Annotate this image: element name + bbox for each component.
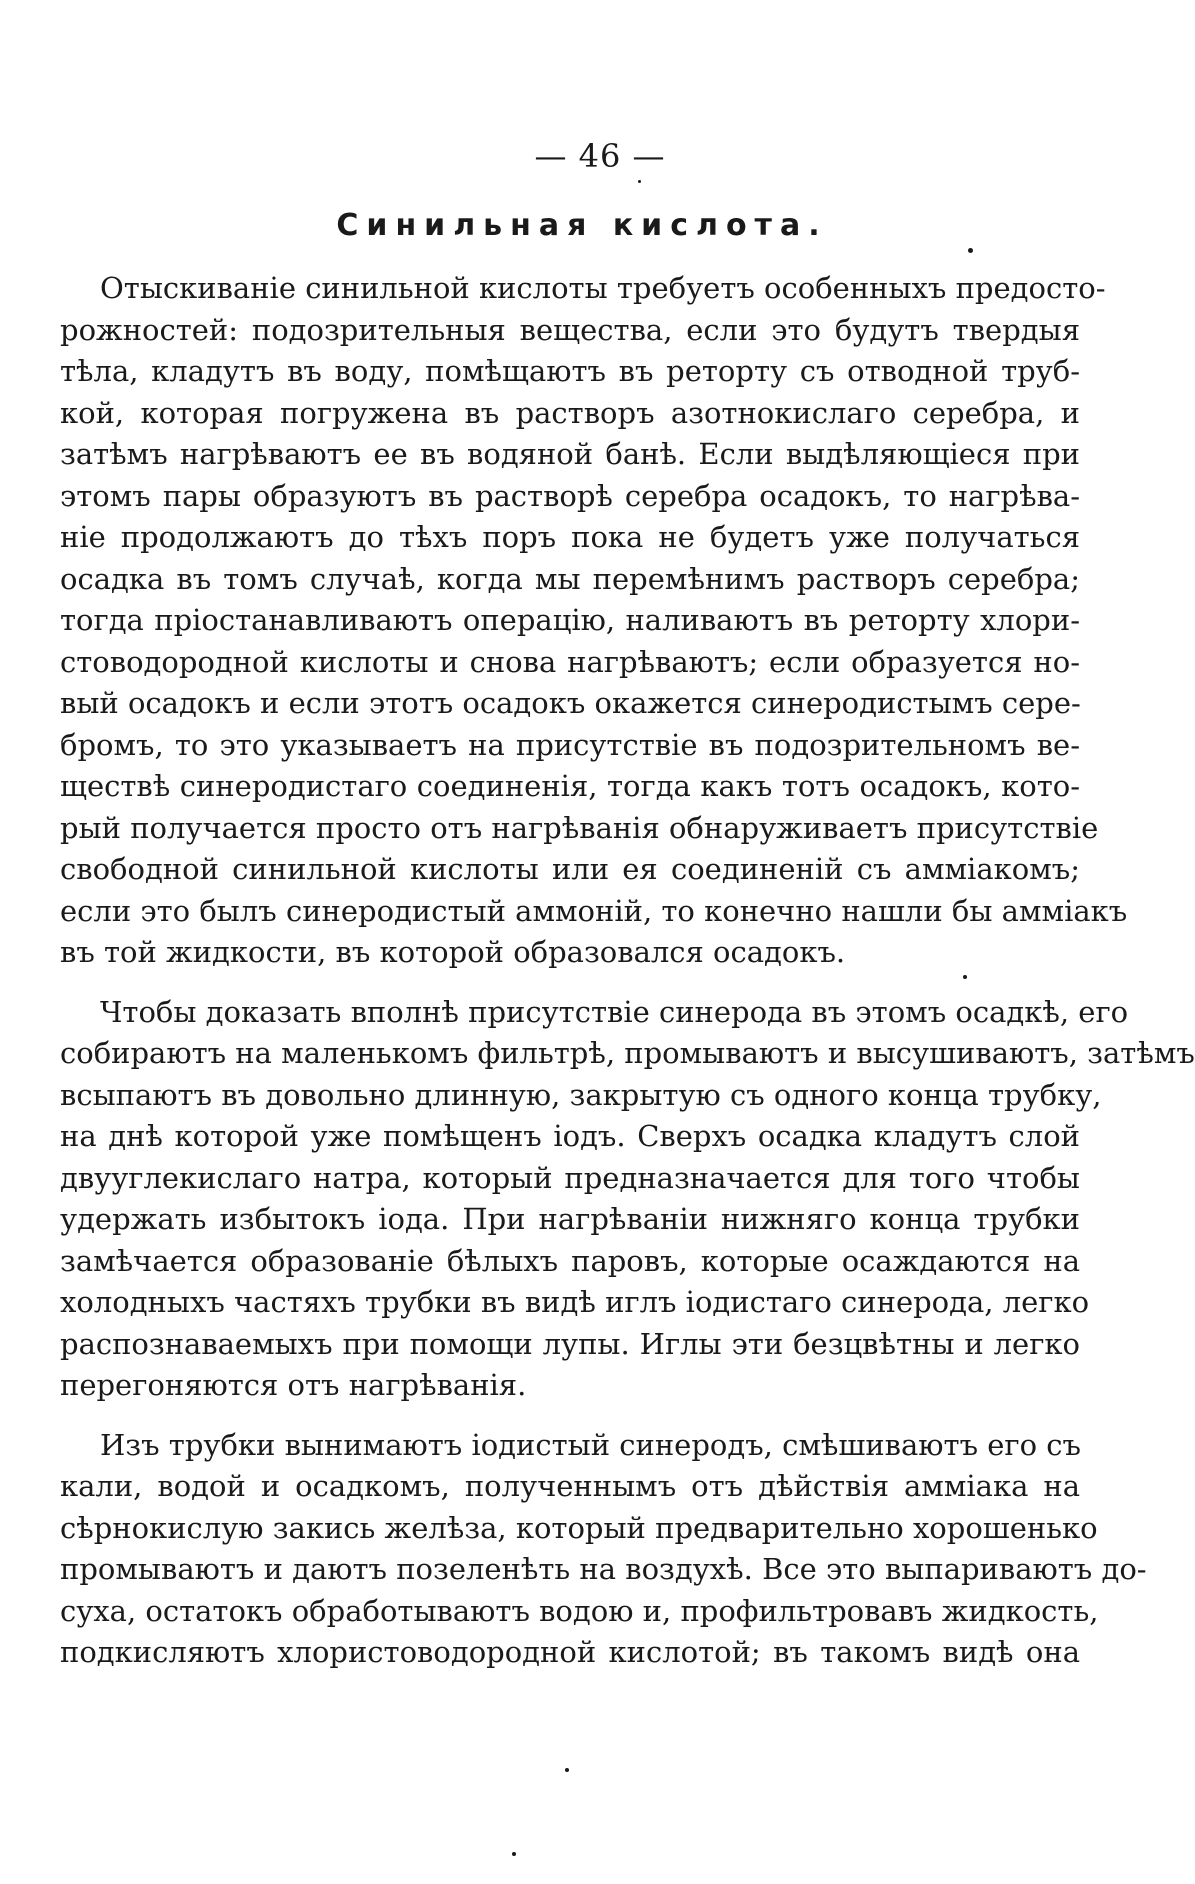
text-line: Чтобы доказать вполнѣ присутствіе синерода въ этомъ осадкѣ, его <box>100 994 1129 1029</box>
text-line: удержать избытокъ іода. При нагрѣваніи нижняго конца трубки <box>60 1202 1080 1236</box>
text-line: Отыскиваніе синильной кислоты требуетъ особенныхъ предосто- <box>100 271 1106 305</box>
print-speck <box>963 975 967 979</box>
paragraph-1 <box>60 268 1128 974</box>
text-line: если это былъ синеродистый аммоній, то конечно нашли бы амміакъ <box>60 893 1128 928</box>
text-line: бромъ, то это указываетъ на присутствіе въ подозрительномъ ве- <box>60 727 1080 762</box>
text-line: собираютъ на маленькомъ фильтрѣ, промываютъ и высушиваютъ, затѣмъ <box>60 1036 1195 1070</box>
text-line: свободной синильной кислоты или ея соединеній съ амміакомъ; <box>60 852 1080 886</box>
paragraph-2 <box>60 992 1195 1407</box>
text-line: подкисляютъ хлористоводородной кислотой; въ такомъ видѣ она <box>60 1635 1080 1669</box>
text-line: вый осадокъ и если этотъ осадокъ окажется синеродистымъ сере- <box>60 686 1081 720</box>
paragraph-3 <box>60 1425 1147 1674</box>
text-line: перегоняются отъ нагрѣванія. <box>60 1368 527 1402</box>
text-line: тѣла, кладутъ въ воду, помѣщаютъ въ реторту съ отводной труб- <box>60 354 1080 388</box>
text-line: кой, которая погружена въ растворъ азотнокислаго серебра, и <box>60 395 1080 430</box>
text-line: тогда пріостанавливаютъ операцію, наливаютъ въ реторту хлори- <box>60 603 1080 637</box>
page-number: — 46 — <box>534 137 666 175</box>
text-line: рый получается просто отъ нагрѣванія обнаруживаетъ присутствіе <box>60 810 1099 845</box>
text-line: стоводородной кислоты и снова нагрѣваютъ; если образуется но- <box>60 644 1080 679</box>
text-line: холодныхъ частяхъ трубки въ видѣ иглъ іодистаго синерода, легко <box>60 1285 1090 1319</box>
text-line: ніе продолжаютъ до тѣхъ поръ пока не будетъ уже получаться <box>60 520 1080 554</box>
text-line: кали, водой и осадкомъ, полученнымъ отъ дѣйствія амміака на <box>60 1469 1080 1503</box>
section-title: Синильная кислота. <box>336 208 828 243</box>
text-line: распознаваемыхъ при помощи лупы. Иглы эти безцвѣтны и легко <box>60 1326 1080 1361</box>
text-line: промываютъ и даютъ позеленѣть на воздухѣ. Все это выпариваютъ до- <box>60 1552 1147 1586</box>
text-line: осадка въ томъ случаѣ, когда мы перемѣнимъ растворъ серебра; <box>60 561 1080 596</box>
text-line: двууглекислаго натра, который предназначается для того чтобы <box>60 1160 1080 1195</box>
print-speck <box>968 248 973 253</box>
text-line: сѣрнокислую закись желѣза, который предварительно хорошенько <box>60 1510 1098 1545</box>
text-line: ществѣ синеродистаго соединенія, тогда какъ тотъ осадокъ, кото- <box>60 769 1080 803</box>
print-speck <box>565 1768 569 1772</box>
text-line: замѣчается образованіе бѣлыхъ паровъ, которые осаждаются на <box>60 1243 1080 1278</box>
text-line: суха, остатокъ обработываютъ водою и, профильтровавъ жидкость, <box>60 1593 1099 1628</box>
print-speck <box>512 1852 516 1856</box>
text-line: всыпаютъ въ довольно длинную, закрытую съ одного конца трубку, <box>60 1077 1102 1112</box>
body-text <box>60 268 1195 1674</box>
text-line: этомъ пары образуютъ въ растворѣ серебра осадокъ, то нагрѣва- <box>60 478 1080 513</box>
text-line: затѣмъ нагрѣваютъ ее въ водяной банѣ. Если выдѣляющіеся при <box>60 437 1080 471</box>
text-line: Изъ трубки вынимаютъ іодистый синеродъ, смѣшиваютъ его съ <box>100 1427 1081 1462</box>
text-line: въ той жидкости, въ которой образовался осадокъ. <box>60 935 846 969</box>
text-line: на днѣ которой уже помѣщенъ іодъ. Сверхъ осадка кладутъ слой <box>60 1119 1080 1153</box>
text-line: рожностей: подозрительныя вещества, если это будутъ твердыя <box>60 312 1080 347</box>
print-speck <box>638 180 641 183</box>
